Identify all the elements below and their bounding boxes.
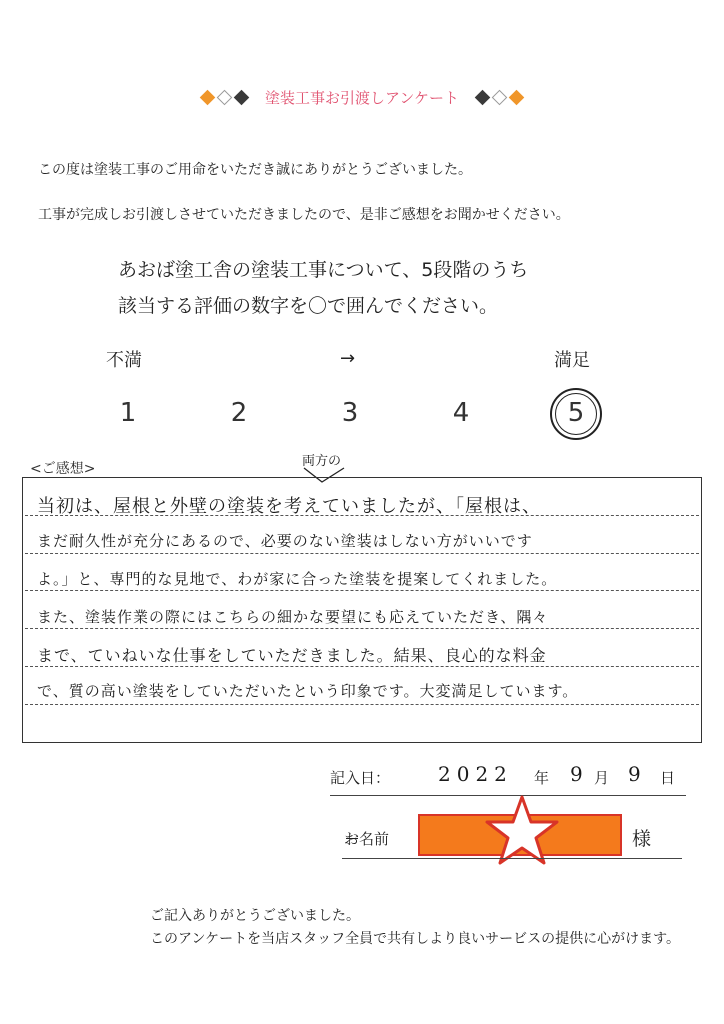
scale-low-label: 不満 [106,350,142,371]
strikethrough-mark [346,838,358,839]
ruled-line [25,666,699,667]
scale-option-2[interactable]: 2 [230,398,248,428]
diamond-decoration-right [474,88,525,106]
scale-arrow: → [340,348,356,369]
ruled-line [25,590,699,591]
instruction-line-2: 該当する評価の数字を〇で囲んでください。 [118,295,499,317]
diamond-decoration-left [199,88,250,106]
footer-line-1: ご記入ありがとうございました。 [150,908,360,924]
instruction-line-1: あおば塗工舎の塗装工事について、5段階のうち [118,259,529,281]
entry-date-year[interactable]: 2022 [438,762,513,786]
comment-line-6: で、質の高い塗装をしていただいたという印象です。大変満足しています。 [37,682,579,700]
name-underline [342,858,682,859]
scale-option-4[interactable]: 4 [452,398,470,428]
comment-line-5: まで、ていねいな仕事をしていただきました。結果、良心的な料金 [37,646,547,665]
entry-date-label: 記入日： [330,769,391,787]
scale-option-1[interactable]: 1 [119,398,137,428]
ruled-line [25,553,699,554]
scale-option-3[interactable]: 3 [341,398,359,428]
intro-line-1: この度は塗装工事のご用命をいただき誠にありがとうございました。 [38,162,472,178]
star-redaction-icon [484,794,560,866]
selected-circle-mark-inner [555,393,597,435]
comment-line-4: また、塗装作業の際にはこちらの細かな要望にも応えていただき、隅々 [37,608,549,626]
scale-high-label: 満足 [554,350,590,371]
year-unit: 年 [534,769,550,787]
honorific-suffix: 様 [632,828,652,850]
survey-title-row [0,86,724,109]
comment-box[interactable] [22,477,702,743]
day-unit: 日 [660,769,676,787]
ruled-line [25,704,699,705]
intro-line-2: 工事が完成しお引渡しさせていただきましたので、是非ご感想をお聞かせください。 [38,207,570,223]
comment-heading: <ご感想> [30,461,96,477]
month-unit: 月 [594,769,610,787]
handwritten-annotation: 両方の [302,454,342,469]
entry-date-month[interactable]: 9 [570,762,583,786]
scale-option-5[interactable]: 5 [567,398,585,428]
name-label-text: 名前 [359,830,390,848]
name-prefix-struck: お [344,830,360,848]
comment-line-2: まだ耐久性が充分にあるので、必要のない塗装はしない方がいいです [37,532,533,550]
survey-title: 塗装工事お引渡しアンケート [264,88,460,107]
comment-line-3: よ。」と、専門的な見地で、わが家に合った塗装を提案してくれました。 [37,570,558,588]
comment-line-1: 当初は、屋根と外壁の塗装を考えていましたが、「屋根は、 [37,496,541,517]
entry-date-day[interactable]: 9 [628,762,641,786]
footer-line-2: このアンケートを当店スタッフ全員で共有しより良いサービスの提供に心がけます。 [150,931,681,947]
ruled-line [25,628,699,629]
